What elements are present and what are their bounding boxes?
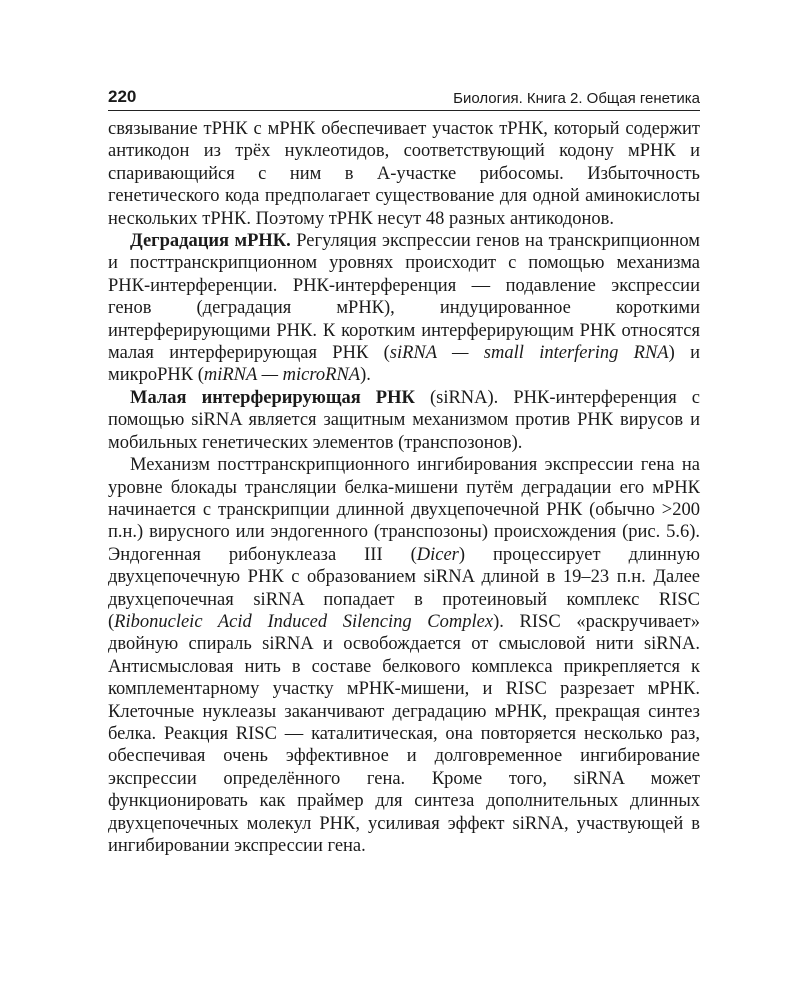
section-heading-sirna: Малая интерферирующая РНК [130, 387, 415, 408]
paragraph-text: Регуляция экспрессии генов на транскрипционном и посттранскрипционном уровнях происходит с помощью механизма РНК-интерференции. РНК-интерференция — подавление экспрессии генов (деградация мРНК), индуцированное короткими интерферирующими РНК. К коротким интерферирующим РНК относятся малая интерферирующая РНК ( [108, 231, 700, 364]
paragraph-text: ) и микроРНК ( [108, 343, 701, 386]
paragraph-sirna [108, 387, 700, 454]
page-header [108, 85, 700, 107]
paragraph-text: ). [360, 365, 371, 386]
paragraph-text: (siRNA). РНК-интерференция с помощью siRNA является защитным механизмом против РНК вирусов и мобильных генетических элементов (транспозонов). [108, 387, 700, 453]
italic-term: Ribonucleic Acid Induced Silencing Complex [114, 611, 494, 632]
paragraph-mechanism [108, 454, 700, 857]
paragraph-text: ). RISC «раскручивает» двойную спираль siRNA и освобождается от смысловой нити siRNA. Антисмысловая нить в составе белкового комплекса прикрепляется к комплементарному участку мРНК-мишени, и RISC разрезает мРНК. Клеточные нуклеазы заканчивают деградацию мРНК, прекращая синтез белка. Реакция RISC — каталитическая, она повторяется несколько раз, обеспечивая очень эффективное и долговременное ингибирование экспрессии определённого гена. Кроме того, siRNA может функционировать как праймер для синтеза дополнительных длинных двухцепочечных молекул РНК, усиливая эффект siRNA, участвующей в ингибировании экспрессии гена. [108, 611, 700, 856]
italic-term: Dicer [416, 544, 459, 565]
italic-term: siRNA — small interfering RNA [389, 343, 669, 364]
paragraph-mrna-degradation [108, 230, 700, 387]
header-rule [108, 110, 700, 111]
italic-term: miRNA — microRNA [203, 365, 361, 386]
paragraph-trna-text: связывание тРНК с мРНК обеспечивает участок тРНК, который содержит антикодон из трёх нуклеотидов, соответствующий кодону мРНК и спаривающийся с ним в А-участке рибосомы. Избыточность генетического кода предполагает существование для одной аминокислоты нескольких тРНК. Поэтому тРНК несут 48 разных антикодонов. [108, 119, 700, 229]
paragraph-text: ) процессирует длинную двухцепочечную РНК с образованием siRNA длиной в 19–23 п.н. Далее двухцепочечная siRNA попадает в протеиновый комплекс RISC ( [108, 544, 700, 632]
page-number: 220 [108, 87, 137, 106]
paragraph-trna [108, 118, 700, 230]
running-title: Биология. Книга 2. Общая генетика [453, 90, 700, 107]
section-heading-mrna-degradation: Деградация мРНК. [130, 231, 291, 252]
paragraph-text: Механизм посттранскрипционного ингибирования экспрессии гена на уровне блокады трансляции белка-мишени путём деградации его мРНК начинается с транскрипции длинной двухцепочечной РНК (обычно >200 п.н.) вирусного или эндогенного (транспозоны) происхождения (рис. 5.6). Эндогенная рибонуклеаза III ( [108, 455, 700, 565]
body-text [108, 118, 700, 857]
